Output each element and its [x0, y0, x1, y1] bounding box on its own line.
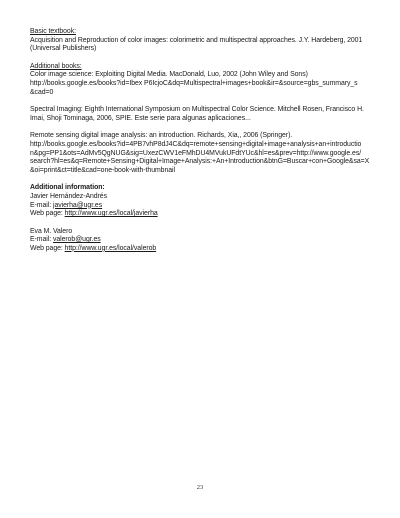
basic-textbook-line: (Universal Publishers) [30, 45, 97, 53]
email-link[interactable]: valerob@ugr.es [52, 236, 101, 244]
web-link[interactable]: http://www.ugr.es/local/javierha [64, 210, 158, 218]
book-entry-line: Imai, Shoji Tominaga, 2006, SPIE. Este serie para algunas aplicaciones... [30, 114, 251, 122]
contact-name: Javier Hernández-Andrés [30, 192, 107, 200]
book-entry [30, 132, 378, 175]
email-label: E-mail: [30, 236, 52, 244]
page-number: 23 [196, 484, 204, 491]
book-entry-url-line[interactable]: http://books.google.es/books?id=4PB7vhP8dJ4C&dq=remote+sensing+digital+image+analysis+an+introductio [30, 140, 362, 148]
book-entry-line: Spectral Imaging: Eighth International Symposium on Multispectral Color Science. Mitchell Rosen, Francisco H. [30, 106, 364, 114]
additional-information-heading: Additional information: [30, 184, 105, 192]
book-entry-url-line[interactable]: n&pg=PP1&ots=AdMv5QgNUG&sig=UxezCWV1eFMhDU4MVukUFdtYUc&hl=es&prev=http://www.google.es/ [30, 149, 362, 157]
book-entry [30, 106, 378, 123]
book-entry-line: Color image science: Exploiting Digital Media. MacDonald, Luo, 2002 (John Wiley and Sons) [30, 71, 308, 79]
contact-email-row [30, 202, 378, 211]
email-link[interactable]: javierha@ugr.es [52, 201, 103, 209]
contact-web-row [30, 210, 378, 219]
web-link[interactable]: http://www.ugr.es/local/valerob [64, 244, 157, 252]
additional-books-heading: Additional books: [30, 62, 82, 70]
email-label: E-mail: [30, 201, 52, 209]
contact-block [30, 228, 378, 254]
basic-textbook-heading: Basic textbook: [30, 28, 76, 35]
book-entry-url-line[interactable]: search?hl=es&q=Remote+Sensing+Digital+Image+Analysis:+An+Introduction&btnG=Buscar+con+Google&sa=X [30, 158, 370, 166]
book-entry-url-line[interactable]: &oi=print&ct=title&cad=one-book-with-thumbnail [30, 166, 175, 174]
contact-web-row [30, 245, 378, 254]
page-content [30, 28, 378, 262]
book-entry-line: Remote sensing digital image analysis: an introduction. Richards, Xia,, 2006 (Springer). [30, 132, 293, 140]
basic-textbook-section [30, 28, 378, 54]
contact-email-row [30, 236, 378, 245]
contact-name: Eva M. Valero [30, 227, 73, 235]
basic-textbook-line: Acquisition and Reproduction of color images: colorimetric and multispectral approaches. J.Y. Hardeberg, 2001 [30, 36, 363, 44]
book-entry-url-line[interactable]: http://books.google.es/books?id=Ibex P6IcjoC&dq=Multispectral+images+book&ir=&source=gbs_summary_s [30, 79, 358, 87]
contact-block [30, 184, 378, 218]
web-label: Web page: [30, 210, 63, 218]
additional-books-section [30, 63, 378, 97]
book-entry-url-line[interactable]: &cad=0 [30, 88, 54, 96]
web-label: Web page: [30, 244, 63, 252]
